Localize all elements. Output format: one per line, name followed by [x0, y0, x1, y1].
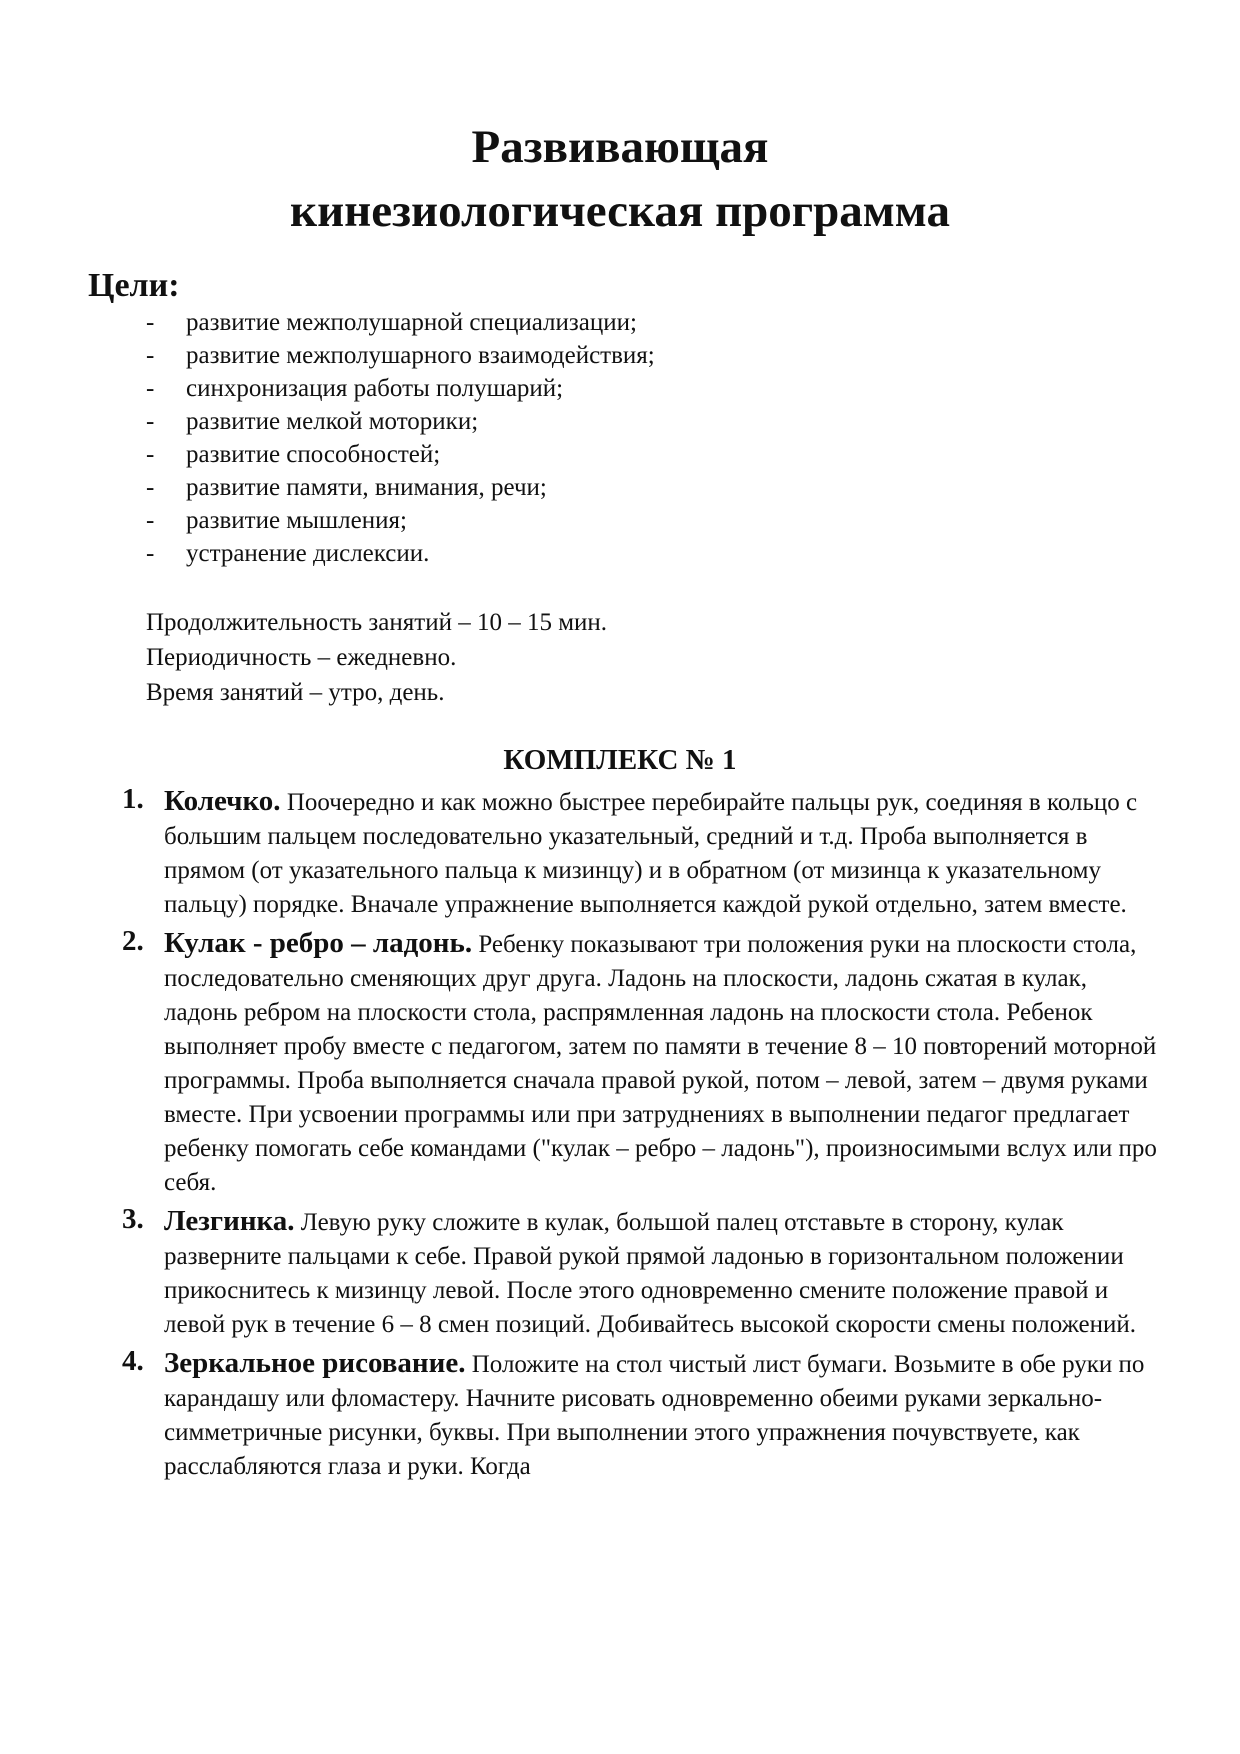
- goal-item: [146, 438, 655, 471]
- page-title-line-1: Развивающая: [471, 121, 769, 173]
- exercise-number: 3.: [122, 1203, 144, 1235]
- list-dash: -: [146, 375, 155, 402]
- list-dash: -: [146, 540, 155, 567]
- goal-item: [146, 339, 655, 372]
- list-dash: -: [146, 342, 155, 369]
- goal-text: развитие памяти, внимания, речи;: [186, 474, 547, 501]
- goal-item: [146, 405, 655, 438]
- goal-item: [146, 504, 655, 537]
- session-frequency: Периодичность – ежедневно.: [146, 644, 457, 671]
- goals-list: [146, 306, 655, 570]
- exercise-name: Кулак - ребро – ладонь.: [164, 927, 473, 959]
- exercise-item: [122, 1204, 1162, 1342]
- exercise-item: [122, 1346, 1162, 1484]
- exercise-number: 4.: [122, 1345, 144, 1377]
- goal-item: [146, 471, 655, 504]
- list-dash: -: [146, 309, 155, 336]
- exercise-name: Лезгинка.: [164, 1205, 295, 1237]
- exercise-description: Положите на стол чистый лист бумаги. Возьмите в обе руки по карандашу или фломастеру. Начните рисовать одновременно обеими руками зеркально-симметричные рисунки, буквы. При выполнении этого упражнения почувствуете, как расслабляются глаза и руки. Когда: [164, 1351, 1145, 1480]
- goal-text: развитие межполушарной специализации;: [186, 309, 637, 336]
- complex-title: КОМПЛЕКС № 1: [503, 744, 737, 776]
- goal-text: синхронизация работы полушарий;: [186, 375, 564, 402]
- goals-heading: Цели:: [88, 267, 180, 304]
- exercise-number: 2.: [122, 925, 144, 957]
- goal-item: [146, 372, 655, 405]
- exercise-number: 1.: [122, 783, 144, 815]
- session-duration: Продолжительность занятий – 10 – 15 мин.: [146, 609, 608, 636]
- exercise-name: Колечко.: [164, 785, 281, 817]
- goal-text: устранение дислексии.: [186, 540, 430, 567]
- goal-text: развитие способностей;: [186, 441, 441, 468]
- exercise-name: Зеркальное рисование.: [164, 1347, 466, 1379]
- list-dash: -: [146, 507, 155, 534]
- list-dash: -: [146, 441, 155, 468]
- exercise-description: Ребенку показывают три положения руки на плоскости стола, последовательно сменяющих друг друга. Ладонь на плоскости, ладонь сжатая в кулак, ладонь ребром на плоскости стола, распрямленная ладонь на плоскости стола. Ребенок выполняет пробу вместе с педагогом, затем по памяти в течение 8 – 10 повторений моторной программы. Проба выполняется сначала правой рукой, потом – левой, затем – двумя руками вместе. При усвоении программы или при затруднениях в выполнении педагог предлагает ребенку помогать себе командами ("кулак – ребро – ладонь"), произносимыми вслух или про себя.: [164, 931, 1157, 1196]
- exercise-item: [122, 926, 1162, 1200]
- list-dash: -: [146, 474, 155, 501]
- session-info: [146, 605, 607, 710]
- goal-text: развитие мышления;: [186, 507, 407, 534]
- exercise-list: [122, 784, 1162, 1488]
- goal-item: [146, 537, 655, 570]
- goal-text: развитие мелкой моторики;: [186, 408, 479, 435]
- exercise-item: [122, 784, 1162, 922]
- goal-text: развитие межполушарного взаимодействия;: [186, 342, 655, 369]
- goal-item: [146, 306, 655, 339]
- exercise-description: Поочередно и как можно быстрее перебирайте пальцы рук, соединяя в кольцо с большим пальцем последовательно указательный, средний и т.д. Проба выполняется в прямом (от указательного пальца к мизинцу) и в обратном (от мизинца к указательному пальцу) порядке. Вначале упражнение выполняется каждой рукой отдельно, затем вместе.: [164, 789, 1138, 918]
- session-time: Время занятий – утро, день.: [146, 679, 445, 706]
- exercise-description: Левую руку сложите в кулак, большой палец отставьте в сторону, кулак разверните пальцами к себе. Правой рукой прямой ладонью в горизонтальном положении прикоснитесь к мизинцу левой. После этого одновременно смените положение правой и левой рук в течение 6 – 8 смен позиций. Добивайтесь высокой скорости смены положений.: [164, 1209, 1136, 1338]
- page-title-line-2: кинезиологическая программа: [290, 185, 950, 237]
- list-dash: -: [146, 408, 155, 435]
